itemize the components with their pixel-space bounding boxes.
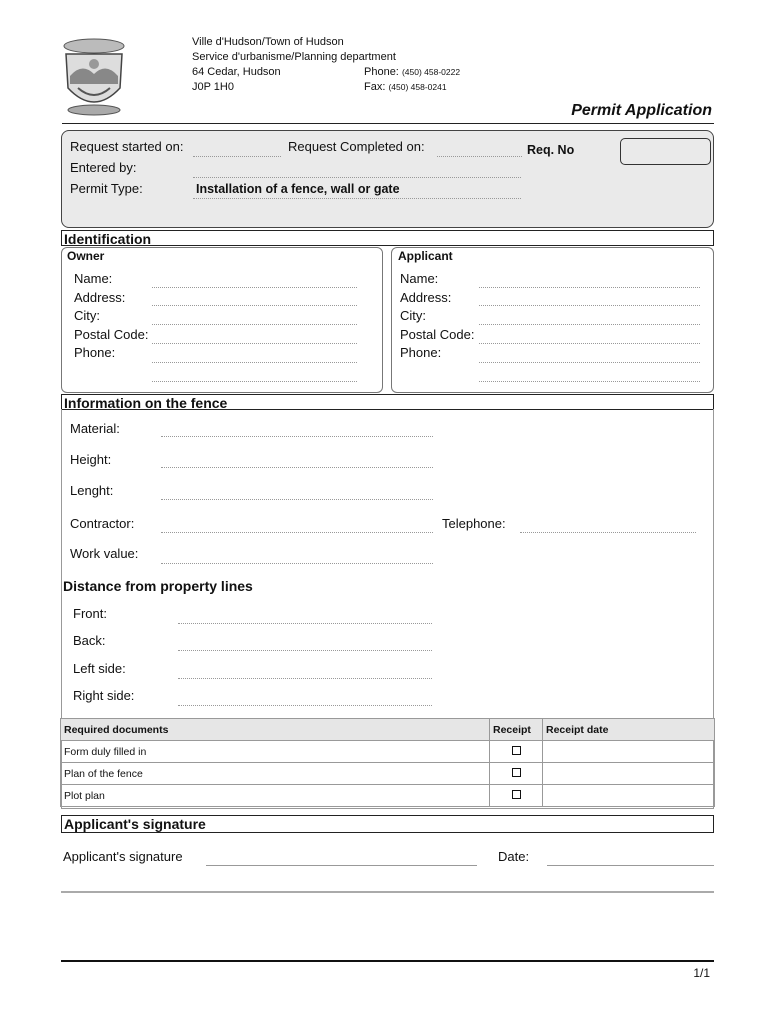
- date-field[interactable]: [547, 865, 714, 866]
- identification-title: Identification: [61, 230, 714, 246]
- back-field[interactable]: [178, 650, 432, 651]
- applicant-address-field-2[interactable]: [479, 324, 700, 325]
- length-label: Lenght:: [70, 483, 114, 498]
- length-field[interactable]: [161, 499, 433, 500]
- fax-label: Fax:: [364, 81, 386, 93]
- documents-header: Required documents: [61, 719, 490, 741]
- receipt-checkbox[interactable]: [512, 790, 521, 799]
- contractor-label: Contractor:: [70, 516, 135, 531]
- permit-type-field: [193, 198, 521, 199]
- entered-by-field[interactable]: [193, 177, 521, 178]
- back-label: Back:: [73, 633, 106, 648]
- left-side-label: Left side:: [73, 661, 126, 676]
- height-label: Height:: [70, 452, 112, 467]
- document-name: Plan of the fence: [61, 763, 490, 785]
- receipt-checkbox[interactable]: [512, 768, 521, 777]
- request-started-field[interactable]: [193, 156, 281, 157]
- department-name: Service d'urbanisme/Planning department: [192, 51, 396, 63]
- org-name: Ville d'Hudson/Town of Hudson: [192, 36, 344, 48]
- org-address: 64 Cedar, Hudson: [192, 66, 281, 78]
- owner-phone-label: Phone:: [74, 345, 116, 360]
- page-number: 1/1: [693, 966, 710, 980]
- applicant-name-field[interactable]: [479, 287, 700, 288]
- applicant-phone-field[interactable]: [479, 381, 700, 382]
- applicant-address-field[interactable]: [479, 305, 700, 306]
- request-completed-label: Request Completed on:: [288, 139, 425, 154]
- title-rule: [62, 123, 714, 124]
- owner-city-field[interactable]: [152, 343, 357, 344]
- owner-name-label: Name:: [74, 271, 113, 286]
- material-label: Material:: [70, 421, 120, 436]
- signature-label: Applicant's signature: [63, 849, 183, 864]
- fax-value: (450) 458-0241: [388, 82, 447, 92]
- right-side-label: Right side:: [73, 688, 135, 703]
- req-no-field[interactable]: [620, 138, 711, 165]
- front-field[interactable]: [178, 623, 432, 624]
- org-postal-code: J0P 1H0: [192, 81, 234, 93]
- permit-type-label: Permit Type:: [70, 181, 143, 196]
- receipt-date-header: Receipt date: [543, 719, 715, 741]
- receipt-checkbox[interactable]: [512, 746, 521, 755]
- height-field[interactable]: [161, 467, 433, 468]
- owner-address-field[interactable]: [152, 305, 357, 306]
- telephone-field[interactable]: [520, 532, 696, 533]
- receipt-date-cell[interactable]: [543, 741, 715, 763]
- applicant-title: Applicant: [398, 249, 453, 263]
- req-no-label: Req. No: [527, 143, 575, 157]
- required-documents-table: [60, 718, 715, 807]
- owner-postal-label: Postal Code:: [74, 327, 149, 342]
- applicant-address-label: Address:: [400, 290, 452, 305]
- request-started-label: Request started on:: [70, 139, 184, 154]
- footer-rule: [61, 960, 714, 962]
- owner-title: Owner: [67, 249, 105, 263]
- document-name: Plot plan: [61, 785, 490, 807]
- receipt-date-cell[interactable]: [543, 763, 715, 785]
- phone-value: (450) 458-0222: [401, 67, 461, 77]
- owner-phone-field[interactable]: [152, 381, 357, 382]
- entered-by-label: Entered by:: [70, 160, 137, 175]
- owner-panel: [61, 247, 383, 393]
- distance-title: Distance from property lines: [63, 578, 253, 594]
- signature-title: Applicant's signature: [61, 815, 714, 833]
- applicant-postal-label: Postal Code:: [400, 327, 475, 342]
- date-label: Date:: [498, 849, 530, 864]
- work-value-field[interactable]: [161, 563, 433, 564]
- left-side-field[interactable]: [178, 678, 432, 679]
- telephone-label: Telephone:: [442, 516, 506, 531]
- owner-address-field-2[interactable]: [152, 324, 357, 325]
- request-completed-field[interactable]: [437, 156, 522, 157]
- phone-label: Phone:: [364, 66, 399, 78]
- right-side-field[interactable]: [178, 705, 432, 706]
- applicant-phone-label: Phone:: [400, 345, 442, 360]
- owner-address-label: Address:: [74, 290, 126, 305]
- work-value-label: Work value:: [70, 546, 139, 561]
- front-label: Front:: [73, 606, 107, 621]
- table-row: [61, 763, 715, 785]
- applicant-name-label: Name:: [400, 271, 439, 286]
- document-name: Form duly filled in: [61, 741, 490, 763]
- town-crest-logo: [58, 36, 130, 118]
- material-field[interactable]: [161, 436, 433, 437]
- form-title: Permit Application: [571, 102, 712, 119]
- owner-name-field[interactable]: [152, 287, 357, 288]
- applicant-city-field[interactable]: [479, 343, 700, 344]
- fence-info-title: Information on the fence: [61, 394, 714, 410]
- signature-rule: [61, 891, 714, 893]
- table-header-row: [61, 719, 715, 741]
- receipt-header: Receipt: [490, 719, 543, 741]
- table-row: [61, 741, 715, 763]
- applicant-panel: [391, 247, 714, 393]
- owner-city-label: City:: [74, 308, 100, 323]
- signature-field[interactable]: [206, 865, 477, 866]
- applicant-postal-field[interactable]: [479, 362, 700, 363]
- owner-postal-field[interactable]: [152, 362, 357, 363]
- receipt-date-cell[interactable]: [543, 785, 715, 807]
- contractor-field[interactable]: [161, 532, 433, 533]
- table-row: [61, 785, 715, 807]
- permit-type-value: Installation of a fence, wall or gate: [196, 182, 400, 196]
- applicant-city-label: City:: [400, 308, 426, 323]
